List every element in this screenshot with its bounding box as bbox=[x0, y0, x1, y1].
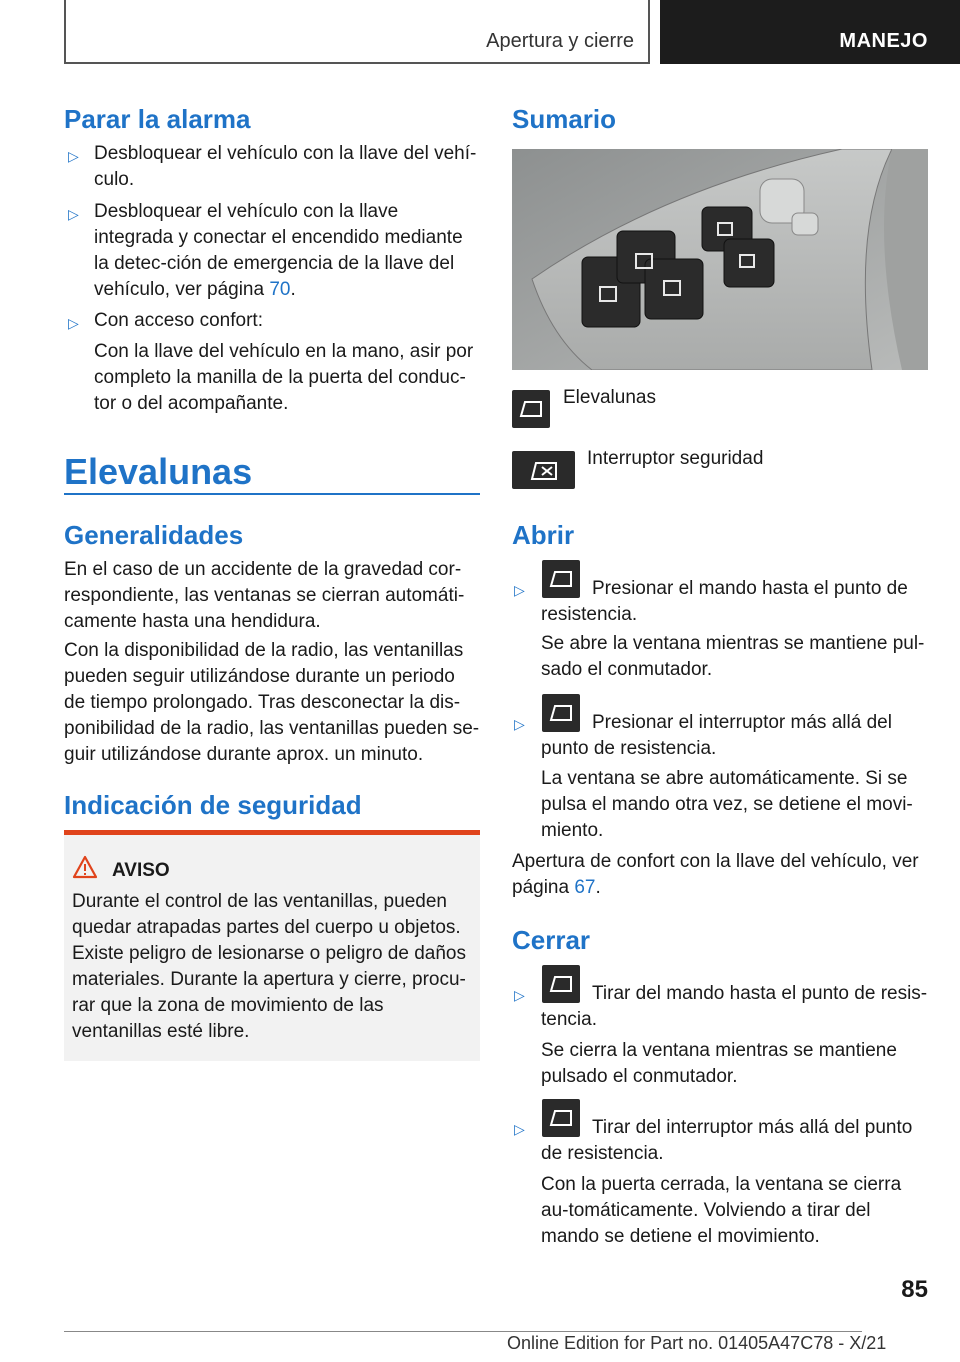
close-item-2-detail: Con la puerta cerrada, la ventana se cierra au-tomáticamente. Volviendo a tirar del mando se detiene el movimiento. bbox=[541, 1174, 902, 1247]
close-item-1-detail: Se cierra la ventana mientras se mantiene pulsado el conmutador. bbox=[541, 1040, 897, 1087]
alarm-item-2: Desbloquear el vehículo con la llave integrada y conectar el encendido mediante la detec-ción de emergencia de la llave del vehículo, ver página 70. bbox=[94, 201, 463, 300]
chapter-label: MANEJO bbox=[839, 30, 928, 52]
alarm-item-3: Con acceso confort: bbox=[94, 310, 263, 331]
bullet-icon: ▷ bbox=[68, 148, 79, 164]
bullet-icon: ▷ bbox=[68, 206, 79, 222]
open-item-1: Presionar el mando hasta el punto de resistencia. bbox=[541, 578, 908, 625]
window-switch-symbol-icon bbox=[512, 390, 550, 428]
general-paragraph-1: En el caso de un accidente de la gravedad cor-respondiente, las ventanas se cierran automáti-camente hasta una hendidura. bbox=[64, 559, 465, 632]
close-item-2: Tirar del interruptor más allá del punto de resistencia. bbox=[541, 1117, 913, 1164]
heading-cerrar: Cerrar bbox=[512, 925, 591, 955]
footer-rule bbox=[64, 1331, 862, 1332]
legend-interruptor-seguridad: Interruptor seguridad bbox=[587, 448, 764, 469]
open-item-2: Presionar el interruptor más allá del punto de resistencia. bbox=[541, 712, 892, 759]
page-link-67[interactable]: 67 bbox=[574, 877, 596, 898]
comfort-opening-text: Apertura de confort con la llave del vehículo, ver página 67. bbox=[512, 851, 919, 898]
heading-elevalunas: Elevalunas bbox=[64, 451, 253, 492]
bullet-icon: ▷ bbox=[514, 716, 525, 732]
legend-elevalunas: Elevalunas bbox=[563, 387, 656, 408]
heading-abrir: Abrir bbox=[512, 520, 575, 550]
bullet-icon: ▷ bbox=[68, 315, 79, 331]
heading-parar-alarma: Parar la alarma bbox=[64, 104, 251, 134]
open-item-1-detail: Se abre la ventana mientras se mantiene pul-sado el conmutador. bbox=[541, 633, 925, 680]
header-chapter-tab bbox=[660, 0, 960, 64]
warning-triangle-icon bbox=[72, 855, 98, 879]
window-switch-panel-image bbox=[512, 149, 928, 370]
heading-indicacion-seguridad: Indicación de seguridad bbox=[64, 790, 362, 820]
header-frame-left bbox=[64, 0, 66, 64]
header-frame-right bbox=[648, 0, 650, 64]
page-number: 85 bbox=[901, 1276, 928, 1303]
footer-edition: Online Edition for Part no. 01405A47C78 - X/21 bbox=[507, 1333, 887, 1353]
bullet-icon: ▷ bbox=[514, 1121, 525, 1137]
page-link-70[interactable]: 70 bbox=[269, 279, 291, 300]
alarm-item-1: Desbloquear el vehículo con la llave del vehí-culo. bbox=[94, 143, 477, 190]
alarm-item-2-text: Desbloquear el vehículo con la llave integrada y conectar el encendido mediante la detec-ción de emergencia de la llave del vehículo, ver página bbox=[94, 201, 463, 300]
safety-switch-symbol-icon bbox=[512, 451, 575, 489]
warning-text: Durante el control de las ventanillas, pueden quedar atrapadas partes del cuerpo u objetos. Existe peligro de lesionarse o peligro de daños materiales. Durante la apertura y cierre, procu-rar que la zona de movimiento de las ventanillas esté libre. bbox=[72, 891, 466, 1042]
open-item-2-detail: La ventana se abre automáticamente. Si se pulsa el mando otra vez, se detiene el movi-miento. bbox=[541, 768, 913, 841]
comfort-text: Apertura de confort con la llave del vehículo, ver página bbox=[512, 851, 919, 898]
warning-title: AVISO bbox=[112, 860, 170, 881]
general-paragraph-2: Con la disponibilidad de la radio, las ventanillas pueden seguir utilizándose durante un periodo de tiempo prolongado. Tras desconectar la dis-ponibilidad de la radio, las ventanillas pueden se-guir utilizándose durante aprox. un minuto. bbox=[64, 640, 480, 765]
header-frame-bottom bbox=[64, 62, 650, 64]
close-item-1: Tirar del mando hasta el punto de resis-tencia. bbox=[541, 983, 928, 1030]
heading-rule bbox=[64, 493, 480, 495]
bullet-icon: ▷ bbox=[514, 987, 525, 1003]
header-section-title: Apertura y cierre bbox=[486, 30, 634, 52]
bullet-icon: ▷ bbox=[514, 582, 525, 598]
heading-sumario: Sumario bbox=[512, 104, 617, 134]
heading-generalidades: Generalidades bbox=[64, 520, 244, 550]
alarm-item-3-detail: Con la llave del vehículo en la mano, asir por completo la manilla de la puerta del conduc-tor o del acompañante. bbox=[94, 341, 474, 414]
